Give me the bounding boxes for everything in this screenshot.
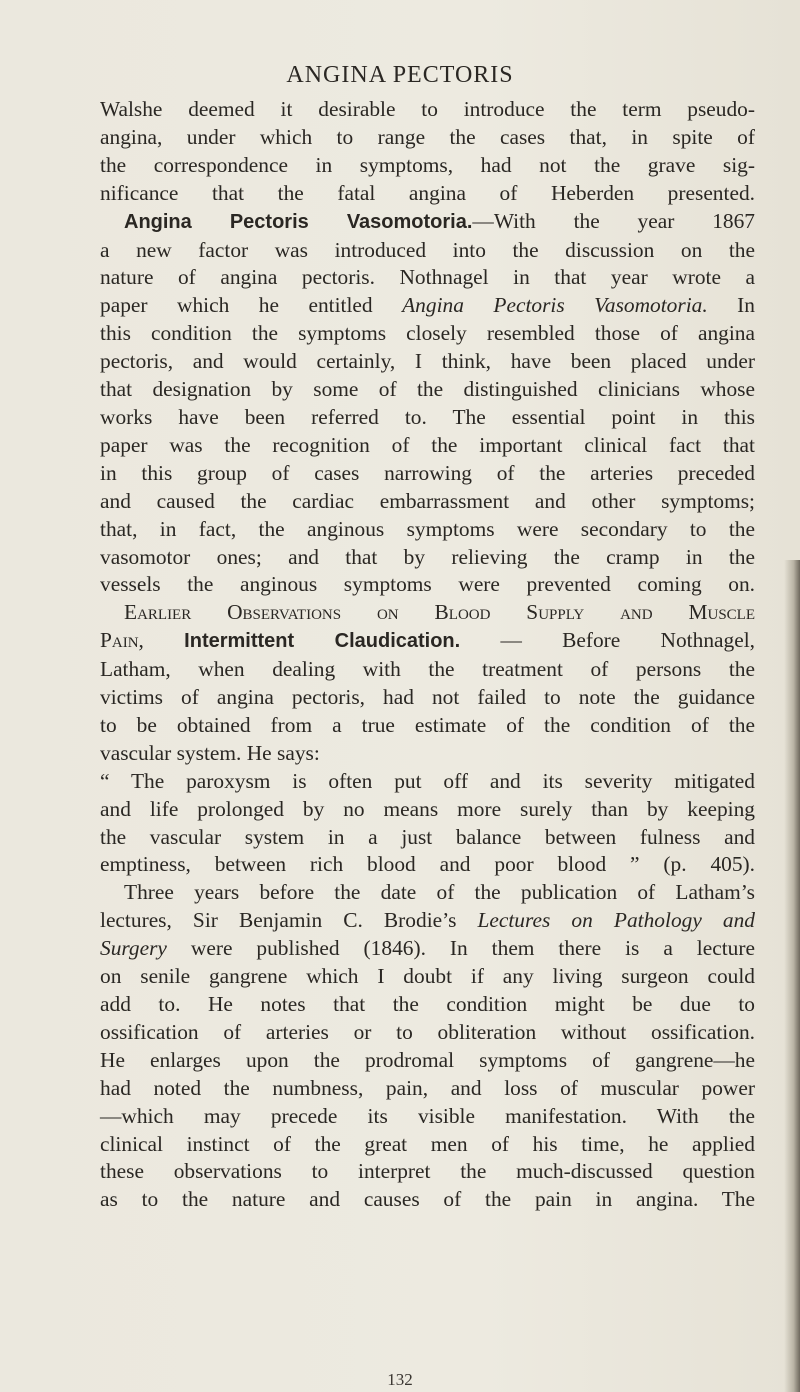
section-heading-earlier-observations: Earlier Observations on Blood Supply and Muscle [124,600,755,625]
text-line: works have been referred to. The essential point in this [100,404,755,429]
text-line: victims of angina pectoris, had not failed to note the guidance [100,685,755,710]
text-line: clinical instinct of the great men of his time, he applied [100,1131,755,1156]
section-heading-line [100,627,755,656]
text-line: the correspondence in symptoms, had not the grave sig- [100,152,755,177]
text-line: in this group of cases narrowing of the arteries preceded [100,460,755,485]
quote-line: and life prolonged by no means more surely than by keeping [100,796,755,821]
text-fragment: lectures, Sir Benjamin C. Brodie’s [100,908,478,933]
text-line: He enlarges upon the prodromal symptoms of gangrene—he [100,1047,755,1072]
text-line: as to the nature and causes of the pain in angina. The [100,1187,755,1212]
text-line: nature of angina pectoris. Nothnagel in that year wrote a [100,265,755,290]
text-fragment: — Before Nothnagel, [460,628,755,653]
text-line: Three years before the date of the publication of Latham’s [124,880,755,905]
text-line: paper was the recognition of the important clinical fact that [100,432,755,457]
text-line: nificance that the fatal angina of Heberden presented. [100,180,755,205]
section-heading-vasomotoria: Angina Pectoris Vasomotoria. [124,210,473,233]
quote-line: “ The paroxysm is often put off and its severity mitigated [100,768,755,793]
quote-line: the vascular system in a just balance between fulness and [100,824,755,849]
body-text [100,96,755,1214]
text-line: these observations to interpret the much-discussed question [100,1159,755,1184]
page-edge-shadow [784,560,800,1392]
text-line: to be obtained from a true estimate of the condition of the [100,712,755,737]
text-line: add to. He notes that the condition might be due to [100,992,755,1016]
text-fragment: In [707,293,756,318]
text-line: that, in fact, the anginous symptoms were secondary to the [100,516,755,541]
text-fragment: —With the year 1867 [472,208,755,233]
section-heading-line [100,208,755,237]
text-line: vasomotor ones; and that by relieving the cramp in the [100,544,755,569]
text-line: on senile gangrene which I doubt if any living surgeon could [100,964,755,989]
text-line: a new factor was introduced into the discussion on the [100,237,755,262]
text-line: Latham, when dealing with the treatment of persons the [100,657,755,682]
section-heading-claudication: Intermittent Claudication. [184,630,461,653]
text-line: this condition the symptoms closely resembled those of angina [100,321,755,346]
text-line: vascular system. He says: [100,740,320,765]
text-line-with-title [100,935,755,963]
text-line-with-title [100,292,755,320]
italic-title: Lectures on Pathology and [477,908,755,933]
text-fragment: were published (1846). In them there is a lecture [166,936,755,961]
text-line: that designation by some of the distinguished clinicians whose [100,377,755,402]
text-line: and caused the cardiac embarrassment and other symptoms; [100,488,755,513]
text-line-with-title [100,907,755,935]
text-fragment: paper which he entitled [100,293,403,318]
text-line: angina, under which to range the cases that, in spite of [100,124,755,149]
quote-line: emptiness, between rich blood and poor blood ” (p. 405). [100,852,755,877]
text-line: had noted the numbness, pain, and loss of muscular power [100,1075,755,1100]
text-line: vessels the anginous symptoms were prevented coming on. [100,572,755,597]
text-line: —which may precede its visible manifestation. With the [100,1103,755,1128]
page-number: 132 [387,1370,413,1389]
text-fragment: Pain, [100,628,144,653]
italic-title: Surgery [100,936,167,961]
text-line: Walshe deemed it desirable to introduce the term pseudo- [100,97,755,121]
running-header: ANGINA PECTORIS [286,62,514,88]
italic-title: Angina Pectoris Vasomotoria. [402,293,708,318]
text-line: ossification of arteries or to obliteration without ossification. [100,1019,755,1044]
text-line: pectoris, and would certainly, I think, have been placed under [100,349,755,374]
